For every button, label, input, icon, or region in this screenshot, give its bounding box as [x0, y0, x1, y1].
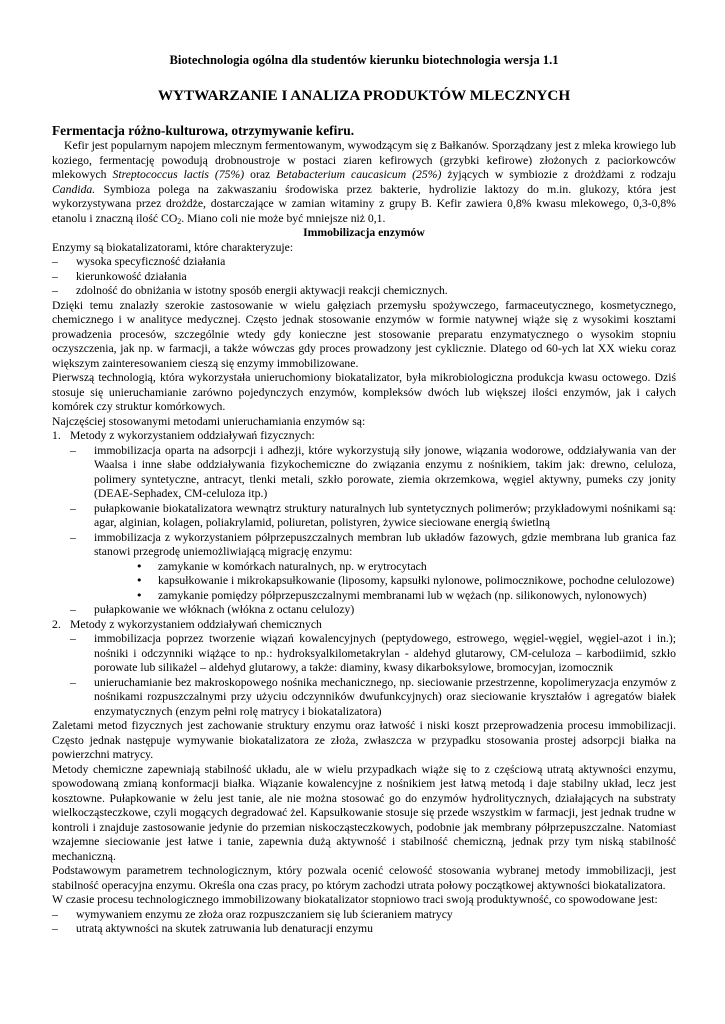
- enzyme-features-list: [52, 255, 676, 299]
- list-item: • kapsułkowanie i mikrokapsułkowanie (liposomy, kapsułki nylonowe, polimocznikowe, pochodne celulozowe): [52, 574, 676, 589]
- list-item: – wymywaniem enzymu ze złoża oraz rozpuszczaniem się lub ścieraniem matrycy: [52, 908, 676, 923]
- list-item: – immobilizacja oparta na adsorpcji i adhezji, które wykorzystują siły jonowe, wiązania wodorowe, oddziaływania van der Waalsa i inne słabe oddziaływania fizykochemiczne do związania enzymu z nośnikiem, takim jak: drewno, celuloza, polimery syntetyczne, antracyt, tlenki metali, szkło porowate, ziemia okrzemkowa, węgiel aktywny, pumeks czy jonity (DEAE-Sephadex, CM-celuloza itp.): [52, 444, 676, 502]
- method-physical: 1. Metody z wykorzystaniem oddziaływań fizycznych:: [52, 429, 315, 442]
- list-item: – kierunkowość działania: [52, 270, 676, 285]
- paragraph-methods-intro: Najczęściej stosowanymi metodami unieruchamiania enzymów są:: [52, 414, 366, 428]
- list-item: – immobilizacja poprzez tworzenie wiązań kowalencyjnych (peptydowego, estrowego, węgiel-węgiel, węgiel-azot i in.); nośniki i odczynniki wiążące to np.: hydroksyalkilometakrylan - aldehyd glutarowy, CM-celuloza – karbodiimid, szkło porowate lub silikażel – aldehyd glutarowy, a także: diaminy, kwasy dikarboksylowe, bromocyjan, izomocznik: [52, 632, 676, 676]
- list-item: – pułapkowanie we włóknach (włókna z octanu celulozy): [52, 603, 676, 618]
- list-item: – wysoka specyficzność działania: [52, 255, 676, 270]
- losses-list: [52, 908, 676, 937]
- list-item: • zamykanie pomiędzy półprzepuszczalnymi membranami lub w wężach (np. silikonowych, nylonowych): [52, 589, 676, 604]
- paragraph-physical-advantages: Zaletami metod fizycznych jest zachowanie struktury enzymu oraz łatwość i niski koszt przeprowadzenia procesu immobilizacji. Często jednak następuje wymywanie biokatalizatora ze złoża, zwłaszcza w przypadku stosowania prostej adsorpcji białka na powierzchni matrycy.: [52, 719, 676, 761]
- paragraph-applications: Dzięki temu znalazły szerokie zastosowanie w wielu gałęziach przemysłu spożywczego, farmaceutycznego, kosmetycznego, chemicznego i w analityce medycznej. Często jednak stosowanie enzymów w formie natywnej wiąże się z wysokimi kosztami prowadzenia procesów, szczególnie wtedy gdy konieczne jest stosowanie preparatu enzymatycznego o wysokim stopniu oczyszczenia, jak np. w farmacji, a także wówczas gdy proces prowadzony jest cyklicznie. Dlatego od 60-ych lat XX wieku coraz większym zainteresowaniem cieszą się enzymy immobilizowane.: [52, 298, 676, 370]
- document-page: [52, 52, 676, 937]
- list-item: – unieruchamianie bez makroskopowego nośnika mechanicznego, np. sieciowanie przestrzenne, kopolimeryzacja enzymów z nośnikami rozpuszczalnymi przy użyciu odczynników dwufunkcyjnych) oraz sieciowanie kryształów i agregatów białek enzymatycznych (enzym pełni rolę matrycy i biokatalizatora): [52, 676, 676, 720]
- paragraph-chemical-methods: Metody chemiczne zapewniają stabilność układu, ale w wielu przypadkach wiąże się to z częściową utratą aktywności enzymu, spowodowaną zmianą konformacji białka. Wiązanie kowalencyjne z nośnikiem jest łatwą metodą i daje stabilny układ, lecz jest kosztowne. Pułapkowanie w żelu jest tanie, ale nie można stosować go do enzymów hydrolitycznych, działających na substraty wielkocząsteczkowe, czyli mogących degradować żel. Kapsułkowanie stosuje się przede wszystkim w farmacji, jest jednak trudne w kontroli i znajduje zastosowanie jedynie do przemian niskocząsteczkowych, podobnie jak membrany półprzepuszczalne. Natomiast wzajemne sieciowanie jest łatwe i tanie, zapewnia dużą aktywność i stabilność chemiczną, jednak przy tym niską stabilność mechaniczną.: [52, 762, 676, 863]
- list-item: – zdolność do obniżania w istotny sposób energii aktywacji reakcji chemicznych.: [52, 284, 676, 299]
- section-heading-kefir: Fermentacja różno-kulturowa, otrzymywanie kefiru.: [52, 123, 355, 138]
- enzymes-intro: Enzymy są biokatalizatorami, które charakteryzuje:: [52, 240, 294, 254]
- paragraph-productivity-loss: W czasie procesu technologicznego immobilizowany biokatalizator stopniowo traci swoją produktywność, co spowodowane jest:: [52, 893, 658, 906]
- list-item: – pułapkowanie biokatalizatora wewnątrz struktury naturalnych lub syntetycznych polimerów; przykładowymi nośnikami są: agar, alginian, kolagen, poliakrylamid, poliuretan, polistyren, żywice sieciowane energią świetlną: [52, 502, 676, 531]
- document-title: WYTWARZANIE I ANALIZA PRODUKTÓW MLECZNYCH: [157, 87, 571, 104]
- list-item: – utratą aktywności na skutek zatruwania lub denaturacji enzymu: [52, 922, 676, 937]
- paragraph-operational-stability: Podstawowym parametrem technologicznym, który pozwala ocenić celowość stosowania wybranej metody immobilizacji, jest stabilność operacyjna enzymu. Określa ona czas pracy, po którym zachodzi utrata połowy początkowej aktywności biokatalizatora.: [52, 864, 676, 892]
- list-item: • zamykanie w komórkach naturalnych, np. w erytrocytach: [52, 560, 676, 575]
- kefir-paragraph: Kefir jest popularnym napojem mlecznym fermentowanym, wywodzącym się z Bałkanów. Sporządzany jest z mleka krowiego lub koziego, fermentację powodują drobnoustroje w postaci ziaren kefirowych (grzybki kefirowe) złożonych z paciorkowców mlekowych Streptococcus lactis (75%) oraz Betabacterium caucasicum (25%) żyjących w symbiozie z drożdżami z rodzaju Candida. Symbioza polega na zakwaszaniu środowiska przez bakterie, hydrolizie laktozy do m.in. glukozy, która jest wykorzystywana przez drożdże, dostarczające w zamian witaminy z grupy B. Kefir zawiera 0,8% kwasu mlekowego, 0,3-0,8% etanolu i znaczną ilość $CO_2$. Miano coli nie może być mniejsze niż 0,1.: [52, 139, 676, 226]
- paragraph-history: Pierwszą technologią, która wykorzystała unieruchomiony biokatalizator, była mikrobiologiczna produkcja kwasu octowego. Dziś stosuje się unieruchamianie zarówno pojedynczych enzymów, kompleksów dwóch lub większej ilości enzymów, jak i całych komórek czy struktur komórkowych.: [52, 371, 676, 413]
- section-heading-immobilization: Immobilizacja enzymów: [303, 226, 425, 239]
- methods-list: [52, 429, 676, 719]
- document-header: Biotechnologia ogólna dla studentów kierunku biotechnologia wersja 1.1: [169, 53, 559, 67]
- list-item: – immobilizacja z wykorzystaniem półprzepuszczalnych membran lub układów fazowych, gdzie membrana lub granica faz stanowi przegrodę uniemożliwiającą migrację enzymu:: [52, 531, 676, 560]
- method-chemical: 2. Metody z wykorzystaniem oddziaływań chemicznych: [52, 617, 322, 631]
